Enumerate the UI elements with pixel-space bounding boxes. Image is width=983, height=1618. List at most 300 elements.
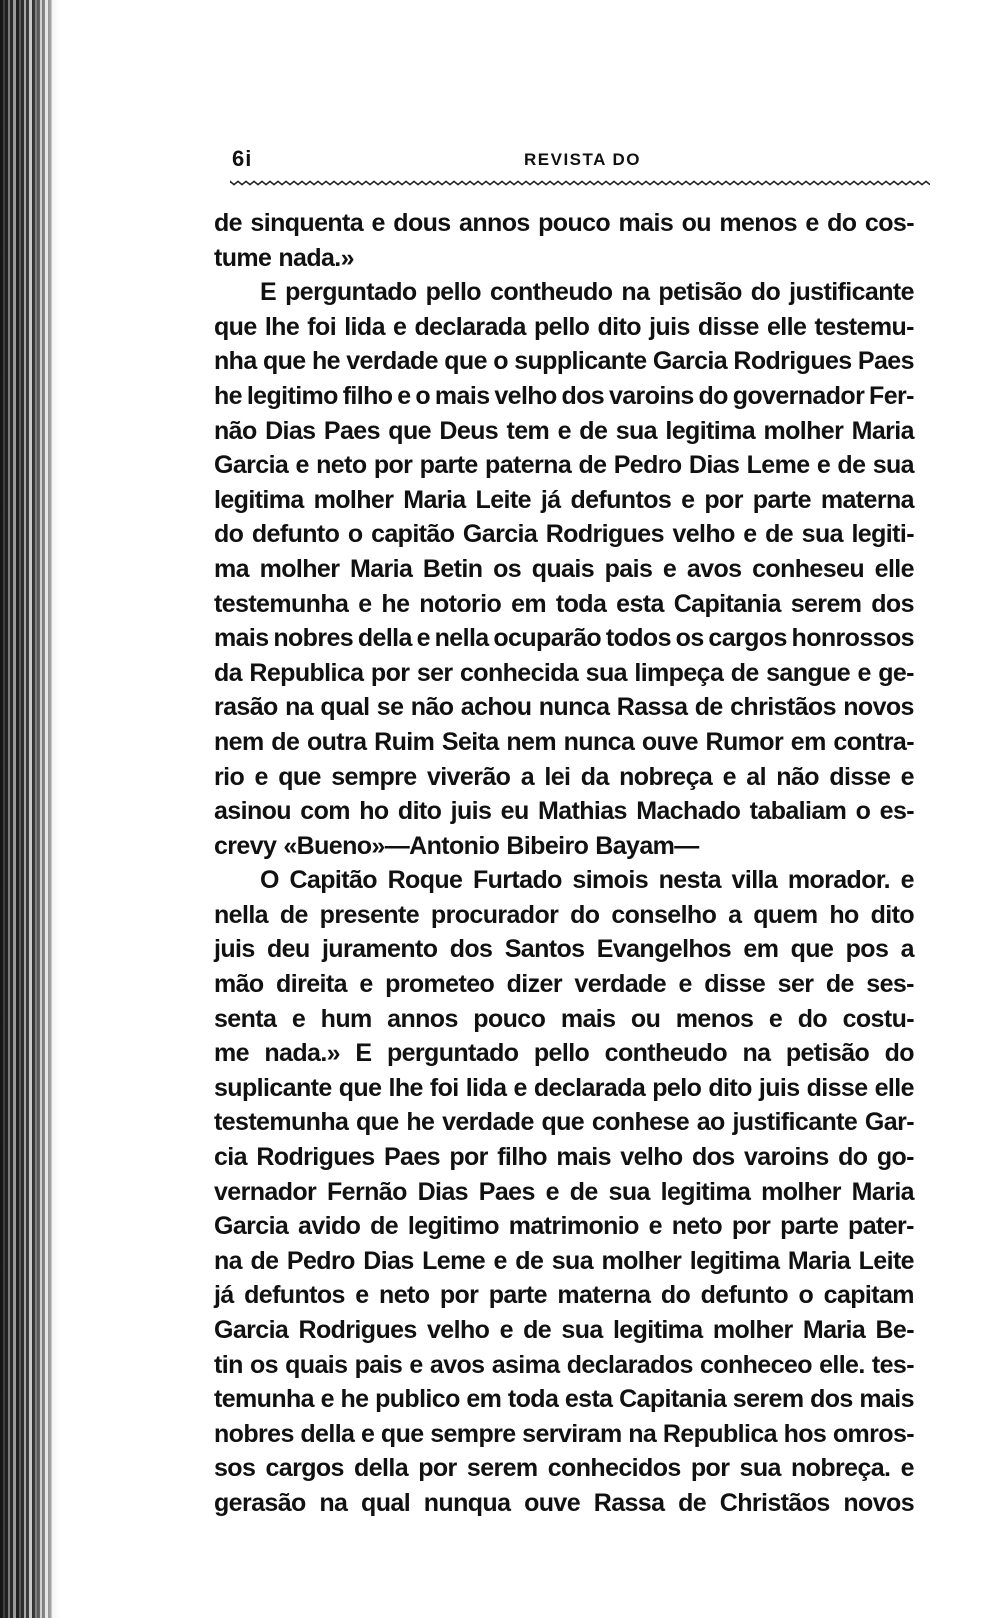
- word: Gar-: [864, 1108, 914, 1137]
- word: serem: [732, 1385, 804, 1414]
- word: e: [805, 209, 819, 237]
- word: e: [416, 624, 430, 653]
- word: legitima: [665, 416, 756, 445]
- word: justificante: [789, 278, 914, 307]
- text-line: [214, 967, 914, 1002]
- word: tin: [214, 1350, 243, 1379]
- word: já: [540, 485, 561, 514]
- word: a: [520, 762, 535, 791]
- word: sua: [551, 1246, 594, 1275]
- word: que: [338, 1073, 382, 1102]
- word: por: [370, 658, 410, 687]
- word: mais: [859, 1385, 914, 1414]
- word: morador.: [787, 866, 890, 895]
- word: de: [678, 1488, 707, 1517]
- word: velho: [620, 1143, 683, 1172]
- word: ouve: [524, 1488, 581, 1517]
- word: e: [722, 762, 736, 791]
- word: deu: [266, 935, 310, 964]
- word: nobreça: [619, 762, 713, 791]
- word: Dias: [688, 451, 740, 480]
- word: de: [694, 693, 723, 722]
- word: do: [884, 1039, 914, 1068]
- word: temunha: [214, 1385, 314, 1414]
- word: toda: [555, 589, 607, 618]
- word: me: [214, 1039, 249, 1068]
- word: Bibeiro: [506, 831, 589, 860]
- word: della: [300, 1419, 355, 1448]
- text-line: [214, 898, 914, 933]
- word: conselho: [611, 900, 717, 929]
- word: e: [681, 485, 695, 514]
- word: velho: [672, 520, 735, 549]
- word: Leite: [858, 1246, 914, 1275]
- header-wavy-rule: [230, 180, 930, 186]
- word: qual: [320, 693, 370, 722]
- word: parte: [780, 1212, 839, 1241]
- word: os: [249, 1350, 278, 1379]
- word: ser: [416, 658, 453, 687]
- word: conhecida: [459, 658, 579, 687]
- text-line: [214, 656, 914, 691]
- word: e: [857, 658, 871, 687]
- word: testemu-: [814, 312, 914, 341]
- word: ho: [359, 797, 389, 826]
- word: defunto: [251, 520, 340, 549]
- word: tem: [506, 416, 550, 445]
- word: pos: [845, 935, 889, 964]
- word: villa: [731, 866, 778, 895]
- word: Republica: [249, 658, 364, 687]
- word: neto: [671, 1212, 723, 1241]
- text-line: [214, 1244, 914, 1279]
- text-line: [214, 794, 914, 829]
- word: capitam: [823, 1281, 914, 1310]
- word: nobreça.: [791, 1454, 891, 1483]
- text-line: [214, 344, 914, 379]
- word: eu: [500, 797, 529, 826]
- word: he: [311, 347, 340, 376]
- word: legiti-: [851, 520, 914, 549]
- text-line: [214, 725, 914, 760]
- word: nem: [214, 727, 264, 756]
- word: Betin: [422, 554, 483, 583]
- word: Maria: [851, 1177, 914, 1206]
- word: e: [900, 1454, 914, 1483]
- word: e: [513, 1073, 527, 1102]
- word: Garcia: [462, 520, 538, 549]
- word: esta: [564, 1385, 613, 1414]
- text-line: [214, 552, 914, 587]
- text-line: [214, 241, 914, 276]
- word: mais: [556, 1143, 611, 1172]
- word: al: [746, 762, 766, 791]
- word: não: [776, 762, 819, 791]
- word: toda: [507, 1385, 559, 1414]
- word: do: [214, 520, 244, 549]
- word: e: [662, 554, 677, 583]
- word: viverão: [426, 762, 511, 791]
- word: dos: [691, 1143, 735, 1172]
- word: Bayam—: [595, 831, 699, 860]
- text-line: [214, 310, 914, 345]
- word: crevy: [214, 831, 277, 860]
- word: contheudo: [490, 278, 613, 307]
- text-line: [214, 448, 914, 483]
- word: que: [262, 347, 306, 376]
- word: avos: [686, 554, 742, 583]
- body-text: [214, 206, 914, 1521]
- word: Machado: [636, 797, 741, 826]
- word: que: [388, 416, 431, 445]
- word: elle: [874, 554, 914, 583]
- word: rio: [214, 762, 245, 791]
- word: Roque: [387, 866, 463, 895]
- word: sua: [801, 520, 843, 549]
- word: nem: [506, 727, 556, 756]
- word: do: [660, 1281, 691, 1310]
- word: conhecidos: [547, 1454, 681, 1483]
- word: e: [359, 970, 373, 999]
- word: Fer-: [869, 381, 914, 410]
- word: he: [381, 589, 410, 618]
- word: cos-: [864, 209, 914, 237]
- word: matrimonio: [508, 1212, 639, 1241]
- word: se: [376, 693, 404, 722]
- word: ouve: [641, 727, 698, 756]
- word: perguntado: [386, 1039, 519, 1068]
- word: nunca: [563, 727, 635, 756]
- word: capitão: [371, 520, 455, 549]
- word: sua: [608, 1177, 650, 1206]
- word: dito: [708, 1073, 752, 1102]
- word: pais: [604, 554, 653, 583]
- word: pouco: [473, 1004, 546, 1033]
- word: dos: [561, 381, 605, 410]
- word: go-: [876, 1143, 914, 1172]
- word: que: [380, 1419, 424, 1448]
- word: gerasão: [214, 1488, 306, 1517]
- word: Furtado: [472, 866, 562, 895]
- word: lida: [344, 312, 385, 341]
- text-line: [214, 1175, 914, 1210]
- text-line: [214, 1417, 914, 1452]
- word: sua: [872, 451, 914, 480]
- word: juis: [758, 1073, 800, 1102]
- word: Dias: [265, 416, 316, 445]
- word: menos: [675, 1004, 754, 1033]
- word: hum: [320, 1004, 372, 1033]
- word: e: [320, 1385, 334, 1414]
- word: Rodrigues: [298, 1316, 417, 1344]
- text-line: [214, 414, 914, 449]
- word: nesta: [658, 866, 721, 895]
- word: materna: [820, 485, 914, 514]
- word: e: [499, 1316, 513, 1344]
- word: por: [373, 451, 413, 480]
- word: em: [790, 727, 826, 756]
- word: procurador: [430, 900, 559, 929]
- word: e: [678, 970, 692, 999]
- word: lhe: [388, 1073, 423, 1102]
- word: serviram: [522, 1419, 622, 1448]
- text-line: [214, 1036, 914, 1071]
- word: em: [743, 935, 779, 964]
- text-line: [214, 517, 914, 552]
- word: e: [291, 1004, 306, 1033]
- word: do: [570, 900, 600, 929]
- word: Maria: [787, 1246, 851, 1275]
- word: e: [900, 762, 914, 791]
- word: Maria: [403, 485, 466, 514]
- word: Evangelhos: [596, 935, 732, 964]
- word: não: [410, 693, 454, 722]
- word: por: [731, 1212, 771, 1241]
- text-line: [214, 1002, 914, 1037]
- word: que: [356, 1108, 399, 1137]
- text-line: [214, 1348, 914, 1383]
- word: notorio: [419, 589, 502, 618]
- word: dito: [597, 312, 641, 341]
- word: cargos: [708, 624, 787, 653]
- word: conhese: [591, 1108, 690, 1137]
- word: annos: [459, 209, 530, 237]
- word: por: [439, 1281, 479, 1310]
- word: ser: [777, 970, 814, 999]
- word: lei: [544, 762, 571, 791]
- word: de: [271, 727, 300, 756]
- word: Paes: [478, 1177, 535, 1206]
- word: legitimo: [246, 381, 338, 410]
- word: Seita: [441, 727, 499, 756]
- word: legitima: [660, 1177, 751, 1206]
- text-line: [214, 1105, 914, 1140]
- word: de: [578, 451, 607, 480]
- word: os: [675, 624, 704, 653]
- word: direita: [276, 970, 347, 999]
- word: velho: [494, 381, 557, 410]
- word: esta: [616, 589, 664, 618]
- text-line: [214, 1486, 914, 1521]
- word: da: [214, 658, 242, 687]
- word: pater-: [848, 1212, 914, 1241]
- word: achou: [460, 693, 532, 722]
- word: nunca: [538, 693, 610, 722]
- word: molher: [761, 1177, 841, 1206]
- word: della: [357, 624, 412, 653]
- word: velho: [427, 1316, 490, 1344]
- word: de: [370, 1212, 399, 1241]
- word: Garcia: [214, 1212, 289, 1241]
- word: neto: [379, 1281, 430, 1310]
- word: o: [798, 1281, 814, 1310]
- word: por: [690, 1454, 730, 1483]
- word: tes-: [871, 1350, 914, 1379]
- word: Be-: [875, 1316, 914, 1344]
- word: na: [319, 1488, 348, 1517]
- word: mais: [560, 1004, 616, 1033]
- word: Garcia: [652, 347, 728, 376]
- word: avos: [429, 1350, 485, 1379]
- word: nada.»: [278, 243, 354, 272]
- word: Garcia: [214, 451, 289, 480]
- word: parte: [419, 451, 478, 480]
- word: christãos: [730, 693, 836, 722]
- word: declarada: [414, 312, 526, 341]
- word: Deus: [439, 416, 499, 445]
- word: lida: [465, 1073, 507, 1102]
- word: nha: [214, 347, 257, 376]
- word: do: [827, 209, 857, 237]
- word: sos: [214, 1454, 256, 1483]
- word: varoins: [608, 381, 694, 410]
- word: de: [523, 1316, 552, 1344]
- text-line: [214, 690, 914, 725]
- word: dos: [810, 1385, 853, 1414]
- word: prometeo: [385, 970, 495, 999]
- word: Dias: [363, 1246, 414, 1275]
- page-number: 6i: [232, 146, 253, 171]
- word: com: [300, 797, 350, 826]
- word: Pedro: [286, 1246, 355, 1275]
- word: paterna: [485, 451, 572, 480]
- word: nobres: [273, 624, 354, 653]
- word: do: [797, 1004, 828, 1033]
- word: ma: [214, 554, 249, 583]
- word: ou: [630, 1004, 661, 1033]
- word: serem: [466, 1454, 538, 1483]
- word: Leme: [746, 451, 810, 480]
- word: molher: [712, 1316, 793, 1344]
- word: verdade: [574, 970, 667, 999]
- word: já: [214, 1281, 234, 1310]
- word: verdade: [442, 1108, 534, 1137]
- word: filho: [497, 1143, 547, 1172]
- word: molher: [763, 416, 844, 445]
- word: dous: [393, 209, 451, 237]
- text-line: [214, 1140, 914, 1175]
- word: os: [493, 554, 522, 583]
- word: E: [260, 278, 277, 307]
- word: de: [515, 1246, 544, 1275]
- word: juramento: [321, 935, 438, 964]
- word: dos: [871, 589, 914, 618]
- word: legitima: [214, 485, 304, 514]
- word: dito: [397, 797, 442, 826]
- word: e: [557, 416, 571, 445]
- word: disse: [697, 312, 759, 341]
- word: Santos: [504, 935, 585, 964]
- word: omros-: [832, 1419, 914, 1448]
- word: mais: [214, 624, 269, 653]
- page-header: [232, 146, 922, 176]
- text-line: [214, 621, 914, 656]
- word: de: [214, 209, 242, 237]
- text-line: [214, 206, 914, 241]
- word: quais: [531, 554, 594, 583]
- word: hos: [783, 1419, 827, 1448]
- running-head: REVISTA DO: [524, 150, 642, 169]
- word: que: [444, 347, 487, 376]
- word: Maria: [802, 1316, 866, 1344]
- word: filho: [342, 381, 393, 410]
- word: verdade: [346, 347, 438, 376]
- word: publico: [375, 1385, 460, 1414]
- word: sua: [585, 658, 627, 687]
- word: e: [360, 1419, 375, 1448]
- word: Leite: [475, 485, 531, 514]
- word: Paes: [857, 347, 914, 376]
- word: o: [855, 797, 871, 826]
- word: pello: [533, 1039, 590, 1068]
- word: molher: [259, 554, 340, 583]
- text-line: [214, 483, 914, 518]
- word: declarados: [566, 1350, 693, 1379]
- word: Ruim: [374, 727, 435, 756]
- word: sua: [615, 416, 657, 445]
- word: honrossos: [791, 624, 914, 653]
- word: e: [371, 209, 385, 237]
- word: disse: [829, 762, 891, 791]
- word: sua: [561, 1316, 603, 1344]
- word: e: [816, 451, 831, 480]
- word: a: [900, 935, 914, 964]
- word: defuntos: [244, 1281, 345, 1310]
- word: governador: [732, 381, 865, 410]
- word: do: [838, 1143, 868, 1172]
- text-line: [214, 932, 914, 967]
- word: sinquenta: [250, 209, 364, 237]
- word: pais: [354, 1350, 403, 1379]
- word: ho: [829, 900, 859, 929]
- word: que: [541, 1108, 585, 1137]
- word: foi: [307, 312, 337, 341]
- word: e: [768, 1004, 783, 1033]
- word: nada.»: [264, 1039, 340, 1068]
- word: todos: [605, 624, 671, 653]
- word: Dias: [417, 1177, 468, 1206]
- word: e: [900, 866, 914, 895]
- text-line: [214, 587, 914, 622]
- word: na: [742, 1039, 771, 1068]
- word: rasão: [214, 693, 278, 722]
- word: petisão: [658, 278, 742, 307]
- word: asima: [491, 1350, 560, 1379]
- word: o: [493, 347, 508, 376]
- word: tabaliam: [749, 797, 847, 826]
- word: na: [628, 1419, 657, 1448]
- word: nunqua: [423, 1488, 511, 1517]
- word: disse: [704, 970, 766, 999]
- word: pello: [425, 278, 481, 307]
- text-line: [214, 1209, 914, 1244]
- word: quem: [753, 900, 818, 929]
- word: Fernão: [327, 1177, 407, 1206]
- word: disse: [806, 1073, 868, 1102]
- word: de: [250, 1246, 279, 1275]
- word: dizer: [506, 970, 562, 999]
- word: materna: [557, 1281, 651, 1310]
- word: de: [569, 1177, 598, 1206]
- word: senta: [214, 1004, 277, 1033]
- word: nella: [434, 624, 489, 653]
- word: costu-: [842, 1004, 914, 1033]
- binding-shadow: [0, 0, 60, 1618]
- word: novos: [843, 693, 914, 722]
- word: annos: [387, 1004, 458, 1033]
- word: cargos: [265, 1454, 344, 1483]
- word: o: [347, 520, 363, 549]
